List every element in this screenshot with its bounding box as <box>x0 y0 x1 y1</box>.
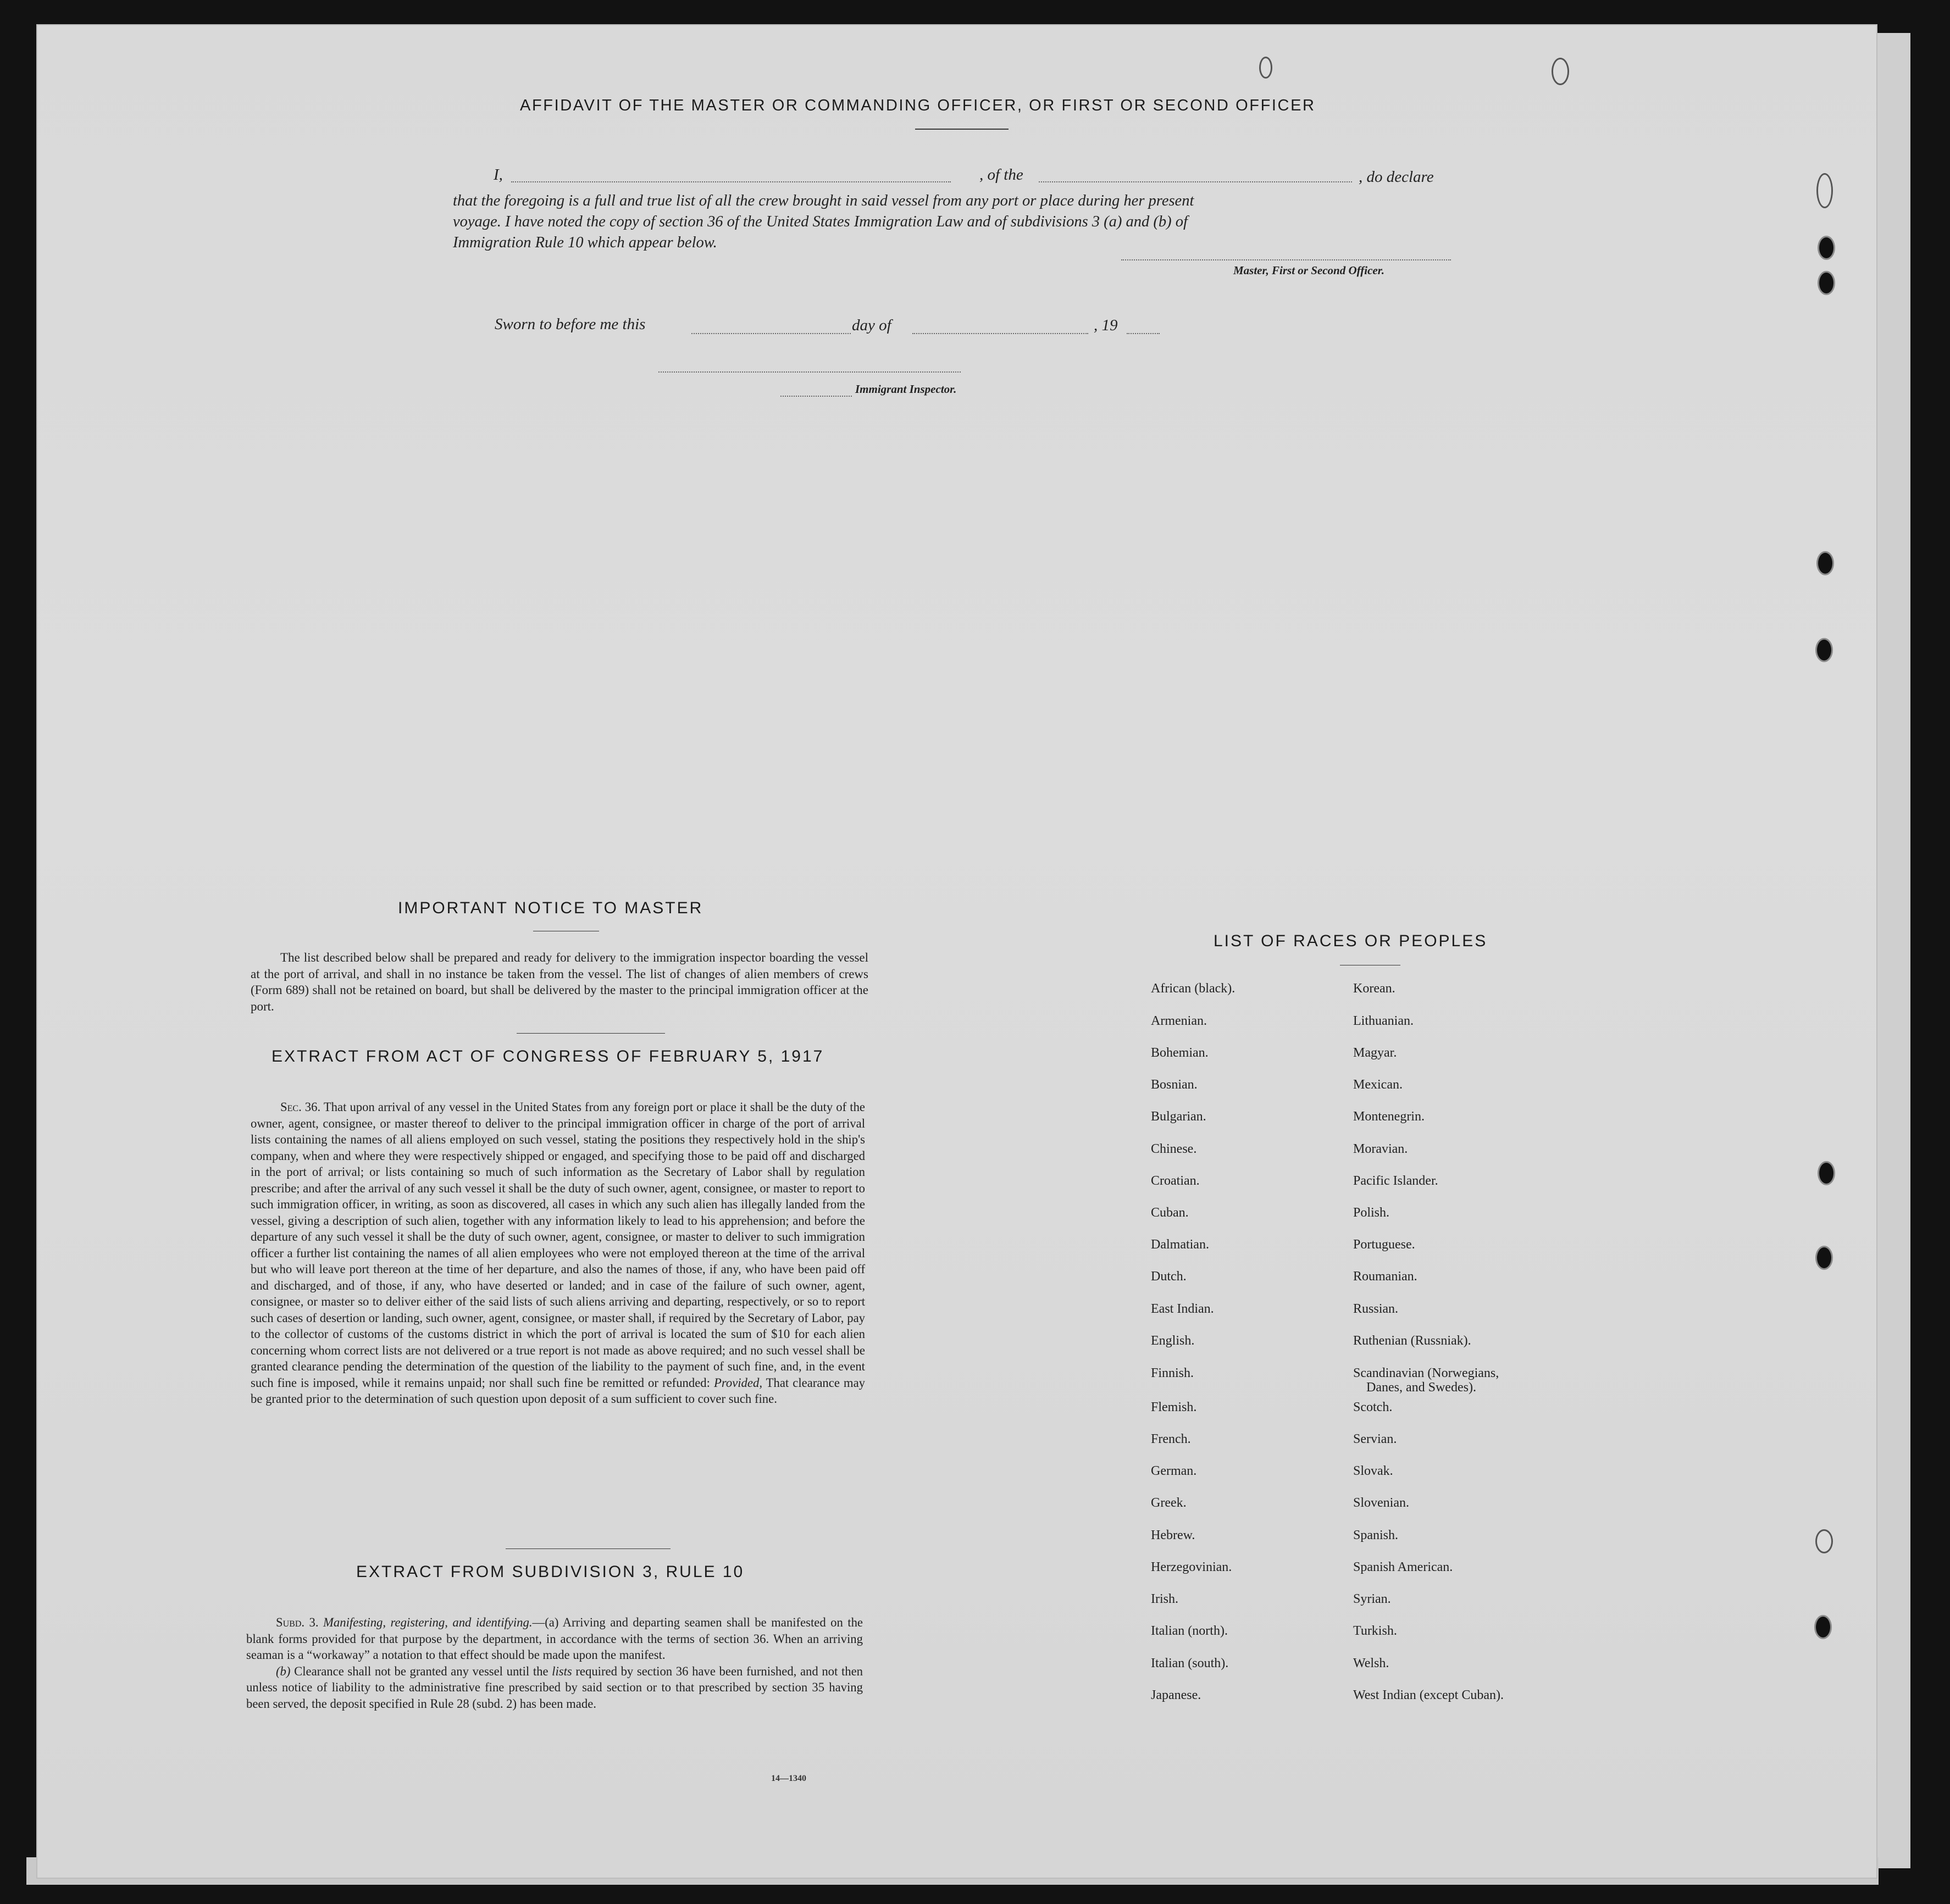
race-item: Irish. <box>1151 1592 1178 1606</box>
act-extract-title: EXTRACT FROM ACT OF CONGRESS OF FEBRUARY 5, 1917 <box>272 1047 824 1065</box>
notice-paragraph: The list described below shall be prepared and ready for delivery to the immigration inspector boarding the vessel at the port of arrival, and shall in no instance be taken from the vessel. The list of changes of alien members of crews (Form 689) shall not be retained on board, but shall be delivered by the master to the principal immigration officer at the port. <box>251 951 868 1013</box>
rule-extract-title: EXTRACT FROM SUBDIVISION 3, RULE 10 <box>356 1563 745 1581</box>
affidavit-title-rule <box>915 129 1009 130</box>
race-item: Montenegrin. <box>1353 1109 1425 1124</box>
notice-text <box>251 950 868 1014</box>
sworn-year-field[interactable] <box>1127 333 1160 334</box>
binder-hole <box>1553 59 1567 84</box>
day-of-label: day of <box>852 317 891 334</box>
race-item: Italian (south). <box>1151 1656 1229 1670</box>
affidavit-do-declare: , do declare <box>1359 168 1434 186</box>
race-item: Lithuanian. <box>1353 1014 1414 1028</box>
inspector-signature-field[interactable] <box>658 371 961 373</box>
binder-hole <box>1817 640 1831 660</box>
rule-extract-text <box>246 1614 863 1712</box>
race-item: Pacific Islander. <box>1353 1174 1438 1188</box>
race-item: Herzegovinian. <box>1151 1560 1232 1574</box>
affidavit-of-the: , of the <box>979 166 1023 184</box>
race-item: Greek. <box>1151 1496 1187 1510</box>
race-item: Cuban. <box>1151 1206 1189 1220</box>
race-item: Croatian. <box>1151 1174 1200 1188</box>
race-item: Russian. <box>1353 1302 1399 1316</box>
race-item: Magyar. <box>1353 1046 1397 1060</box>
master-signature-label: Master, First or Second Officer. <box>1233 264 1384 277</box>
rule-lists: lists <box>552 1664 572 1678</box>
race-item: Roumanian. <box>1353 1269 1417 1284</box>
race-item: Spanish American. <box>1353 1560 1453 1574</box>
rule-text-a: —(a) Arriving and departing seamen shall be manifested on the blank forms provided for that purpose by the department, in accordance with the terms of section 36. When an arriving seaman is a “workaway” a notation to that effect should be made upon the manifest. <box>246 1616 863 1662</box>
race-item: Dutch. <box>1151 1269 1187 1284</box>
notice-title: IMPORTANT NOTICE TO MASTER <box>398 899 703 917</box>
race-item: Portuguese. <box>1353 1237 1415 1252</box>
race-item: Scotch. <box>1353 1400 1393 1414</box>
race-item: Bosnian. <box>1151 1078 1198 1092</box>
race-item: Spanish. <box>1353 1528 1399 1542</box>
sworn-label: Sworn to before me this <box>495 315 646 333</box>
race-item: French. <box>1151 1432 1191 1446</box>
race-item: Armenian. <box>1151 1014 1207 1028</box>
binder-hole <box>1816 1617 1830 1637</box>
inspector-signature-label: Immigrant Inspector. <box>855 382 957 396</box>
form-number: 14—1340 <box>771 1774 806 1783</box>
race-item: Hebrew. <box>1151 1528 1195 1542</box>
race-item: West Indian (except Cuban). <box>1353 1688 1504 1702</box>
rule-subd-title: Manifesting, registering, and identifying. <box>323 1616 533 1629</box>
act-section-label: Sec. 36. <box>280 1100 321 1114</box>
act-provided: Provided, <box>714 1375 762 1390</box>
affidavit-line-3: voyage. I have noted the copy of section 36 of the United States Immigration Law and of subdivisions 3 (a) and (b) of <box>453 213 1188 230</box>
affidavit-title: AFFIDAVIT OF THE MASTER OR COMMANDING OFFICER, OR FIRST OR SECOND OFFICER <box>520 97 1316 114</box>
act-section-end: That clearance may be granted prior to the determination of such question upon deposit of a sum sufficient to cover such fine. <box>251 1375 865 1406</box>
rule-text-b2: required by section 36 have been furnished, and not then unless notice of liability to the administrative fine prescribed by said section or to that prescribed by section 35 having been served, the deposit specified in Rule 28 (subd. 2) has been made. <box>246 1664 863 1711</box>
rule-subd-label: Subd. 3. <box>276 1616 319 1629</box>
act-bottom-rule <box>506 1548 671 1549</box>
binder-hole <box>1819 273 1833 293</box>
race-item: Korean. <box>1353 981 1395 996</box>
race-item: Bohemian. <box>1151 1046 1209 1060</box>
race-item: Scandinavian (Norwegians, <box>1353 1366 1499 1380</box>
act-section-body: That upon arrival of any vessel in the United States from any foreign port or place it shall be the duty of the owner, agent, consignee, or master thereof to deliver to the principal immigration officer in charge of the port of arrival lists containing the names of all aliens employed on such vessel, stating the positions they respectively hold in the ship's company, when and where they were respectively shipped or engaged, and specifying those to be paid off and discharged in the port of arrival; or lists containing so much of such information as the Secretary of Labor shall by regulation prescribe; and after the arrival of any such vessel it shall be the duty of such owner, agent, consignee, or master to report to such immigration officer, in writing, as soon as discovered, all cases in which any such alien has illegally landed from the vessel, giving a description of such alien, together with any information likely to lead to his apprehension; and before the departure of any such vessel it shall be the duty of such owner, agent, consignee, or master to deliver to such immigration officer a further list containing the names of all alien employees who were not employed thereon at the time of the arrival but who will leave port thereon at the time of her departure, and also the names of those, if any, who have been paid off and discharged, and of those, if any, who have deserted or landed; and in case of the failure of such owner, agent, consignee, or master so to deliver either of the said lists of such aliens arriving and departing, respectively, or so to report such cases of desertion or landing, such owner, agent, consignee, or master shall, if required by the Secretary of Labor, pay to the collector of customs of the customs district in which the port of arrival is located the sum of $10 for each alien concerning whom correct lists are not delivered or a true report is not made as above required; and no such vessel shall be granted clearance pending the determination of the question of the liability to the payment of such fine, and, in the event such fine is imposed, while it remains unpaid; nor shall such fine be remitted or refunded: <box>251 1100 865 1390</box>
rule-text-b1: Clearance shall not be granted any vessel until the <box>294 1664 549 1678</box>
race-item: Polish. <box>1353 1206 1390 1220</box>
race-item: German. <box>1151 1464 1197 1478</box>
notice-bottom-rule <box>517 1033 665 1034</box>
binder-hole <box>1818 553 1832 574</box>
race-item: East Indian. <box>1151 1302 1214 1316</box>
binder-hole <box>1261 58 1271 77</box>
binder-hole <box>1819 1163 1833 1184</box>
underlying-sheet-edge <box>1877 33 1910 1868</box>
binder-hole <box>1817 1247 1831 1268</box>
year-label: , 19 <box>1094 317 1118 334</box>
binder-hole <box>1818 175 1831 207</box>
race-item: Dalmatian. <box>1151 1237 1209 1252</box>
affidavit-line-2: that the foregoing is a full and true list of all the crew brought in said vessel from any port or place during her present <box>453 192 1194 209</box>
race-item: Moravian. <box>1353 1142 1408 1156</box>
race-item: Chinese. <box>1151 1142 1197 1156</box>
race-item-scandinavian-continuation: Danes, and Swedes). <box>1366 1380 1476 1395</box>
affidavit-i-label: I, <box>494 166 503 184</box>
master-signature-field[interactable] <box>1121 259 1451 260</box>
race-item: Slovak. <box>1353 1464 1393 1478</box>
race-item: Flemish. <box>1151 1400 1197 1414</box>
race-item: Welsh. <box>1353 1656 1389 1670</box>
race-item: Syrian. <box>1353 1592 1391 1606</box>
rule-b-label: (b) <box>276 1664 291 1678</box>
binder-hole <box>1817 1531 1831 1552</box>
race-item: Italian (north). <box>1151 1624 1228 1638</box>
races-title: LIST OF RACES OR PEOPLES <box>1214 932 1488 950</box>
act-extract-text <box>251 1099 865 1407</box>
race-item: Slovenian. <box>1353 1496 1409 1510</box>
binder-hole <box>1819 237 1833 258</box>
race-item: African (black). <box>1151 981 1236 996</box>
affidavit-line-4: Immigration Rule 10 which appear below. <box>453 234 717 251</box>
sworn-day-field[interactable] <box>691 333 851 334</box>
affidavit-name-field[interactable] <box>511 181 951 182</box>
race-item: Bulgarian. <box>1151 1109 1206 1124</box>
sworn-month-field[interactable] <box>912 333 1088 334</box>
affidavit-vessel-field[interactable] <box>1039 181 1352 182</box>
race-item: English. <box>1151 1334 1195 1348</box>
race-item: Servian. <box>1353 1432 1397 1446</box>
race-item: Turkish. <box>1353 1624 1397 1638</box>
race-item: Ruthenian (Russniak). <box>1353 1334 1471 1348</box>
race-item: Japanese. <box>1151 1688 1201 1702</box>
race-item: Finnish. <box>1151 1366 1194 1380</box>
race-item: Mexican. <box>1353 1078 1403 1092</box>
inspector-signature-field-2[interactable] <box>780 396 852 397</box>
